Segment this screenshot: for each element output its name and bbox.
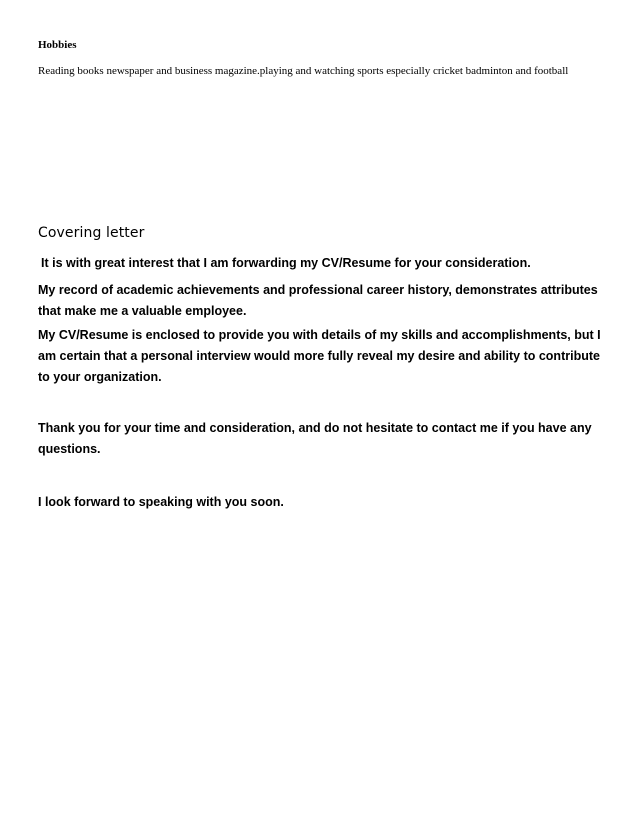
letter-paragraph-closing: I look forward to speaking with you soon. — [38, 495, 284, 509]
letter-paragraph-cv: My CV/Resume is enclosed to provide you with details of my skills and accomplishments, but I am certain that a personal interview would more fully reveal my desire and ability to contribute to your organization. — [38, 328, 601, 384]
letter-paragraph-record: My record of academic achievements and professional career history, demonstrates attributes that make me a valuable employee. — [38, 283, 598, 318]
hobbies-text: Reading books newspaper and business magazine.playing and watching sports especially cricket badminton and football — [38, 65, 569, 77]
hobbies-heading: Hobbies — [38, 39, 77, 51]
covering-letter-heading: Covering letter — [38, 225, 145, 241]
letter-paragraph-intro: It is with great interest that I am forwarding my CV/Resume for your consideration. — [41, 256, 531, 270]
letter-paragraph-thanks: Thank you for your time and consideration, and do not hesitate to contact me if you have any questions. — [38, 421, 592, 456]
